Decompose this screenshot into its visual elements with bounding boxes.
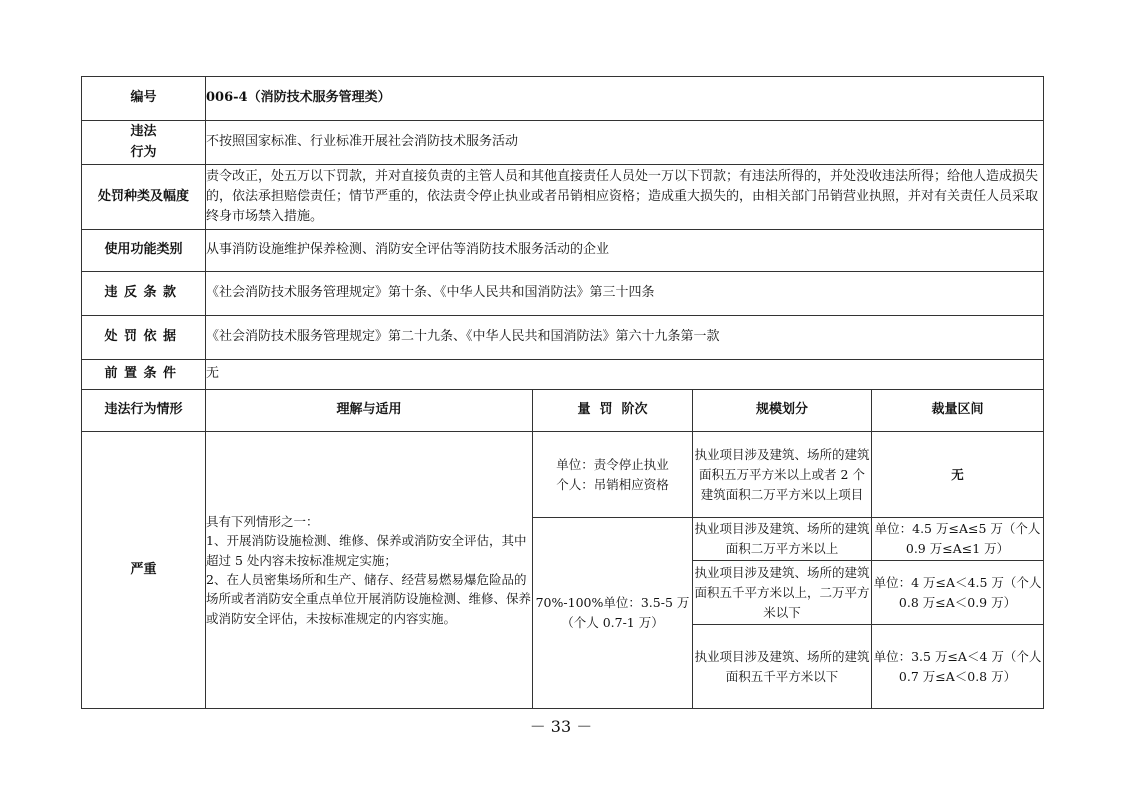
penalty-type-label: 处罚种类及幅度 [82,165,206,230]
scale-row-3: 执业项目涉及建筑、场所的建筑面积五千平方米以上，二万平方米以下 [693,561,872,625]
header-level: 量 罚 阶次 [533,390,693,432]
range-row-3: 单位：4 万≤A＜4.5 万（个人 0.8 万≤A＜0.9 万） [872,561,1044,625]
understanding-text: 具有下列情形之一： 1、开展消防设施检测、维修、保养或消防安全评估，其中超过 5 处内容未按标准规定实施； 2、在人员密集场所和生产、储存、经营易燃易爆危险品的场所或者消防安全重点单位开展消防设施检测、维修、保养或消防安全评估，未按标准规定的内容实施。 [206,432,533,709]
page-number: － 33 － [529,717,593,736]
scale-row-2: 执业项目涉及建筑、场所的建筑面积二万平方米以上 [693,518,872,561]
penalty-standard-table [81,76,1044,709]
violation-label-line2: 行为 [130,144,157,160]
violation-value: 不按照国家标准、行业标准开展社会消防技术服务活动 [206,121,1044,165]
header-understanding: 理解与适用 [206,390,533,432]
range-row-1: 无 [872,432,1044,518]
header-scale: 规模划分 [693,390,872,432]
basis-value: 《社会消防技术服务管理规定》第二十九条、《中华人民共和国消防法》第六十九条第一款 [206,316,1044,360]
code-label: 编号 [82,77,206,121]
range-row-2: 单位：4.5 万≤A≤5 万（个人 0.9 万≤A≤1 万） [872,518,1044,561]
code-value: 006-4（消防技术服务管理类） [206,77,1044,121]
scale-row-4: 执业项目涉及建筑、场所的建筑面积五千平方米以下 [693,625,872,709]
level-1-cell: 单位：责令停止执业 个人：吊销相应资格 [533,432,693,518]
precondition-label: 前置条件 [82,360,206,390]
usage-label: 使用功能类别 [82,230,206,272]
clause-value: 《社会消防技术服务管理规定》第十条、《中华人民共和国消防法》第三十四条 [206,272,1044,316]
usage-value: 从事消防设施维护保养检测、消防安全评估等消防技术服务活动的企业 [206,230,1044,272]
severity-cell: 严重 [82,432,206,709]
range-row-4: 单位：3.5 万≤A＜4 万（个人 0.7 万≤A＜0.8 万） [872,625,1044,709]
precondition-value: 无 [206,360,1044,390]
clause-label: 违反条款 [82,272,206,316]
penalty-type-value: 责令改正，处五万以下罚款，并对直接负责的主管人员和其他直接责任人员处一万以下罚款；有违法所得的，并处没收违法所得；给他人造成损失的，依法承担赔偿责任；情节严重的，依法责令停止执业或者吊销相应资格；造成重大损失的，由相关部门吊销营业执照，并对有关责任人员采取终身市场禁入措施。 [206,165,1044,230]
header-range: 裁量区间 [872,390,1044,432]
level-2-cell: 70%-100%单位：3.5-5 万（个人 0.7-1 万） [533,518,693,709]
violation-label [82,121,206,165]
header-circumstance: 违法行为情形 [82,390,206,432]
violation-label-line1: 违法 [130,123,157,139]
scale-row-1: 执业项目涉及建筑、场所的建筑面积五万平方米以上或者 2 个建筑面积二万平方米以上项目 [693,432,872,518]
basis-label: 处罚依据 [82,316,206,360]
